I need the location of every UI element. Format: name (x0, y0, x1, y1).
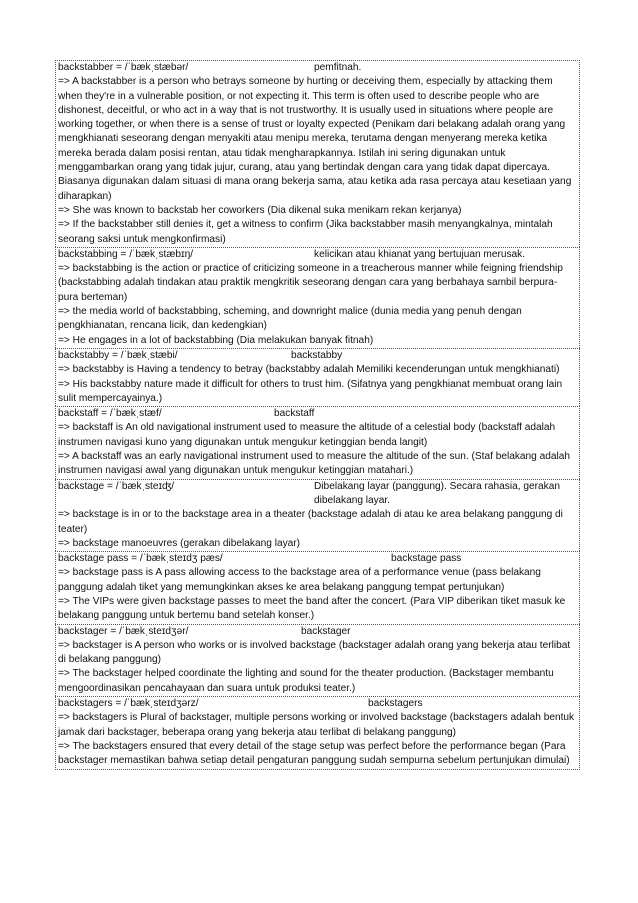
example-line: => backstage pass is A pass allowing access to the backstage area of a performance venue (pass belakang panggung adalah tiket yang memungkinkan akses ke area belakang panggung tempat pertunjukan) (58, 567, 541, 593)
headword-pronunciation: backstabby = /ˈbækˌstæbi/ (58, 349, 178, 361)
headword-pronunciation: backstagers = /ˈbækˌsteɪdʒərz/ (58, 698, 199, 710)
example-line: => backstaff is An old navigational instrument used to measure the altitude of a celestial body (backstaff adalah instrumen navigasi kuno yang digunakan untuk mengukur ketinggian benda langit) (58, 422, 556, 448)
dictionary-entry (55, 624, 580, 696)
headword-pronunciation: backstaff = /ˈbækˌstæf/ (58, 408, 162, 420)
entry-heading (58, 248, 577, 262)
example-line: => The backstager helped coordinate the lighting and sound for the theater production. (Backstager membantu mengoordinasikan pencahayaan dan suara untuk produksi teater.) (58, 668, 554, 694)
dictionary-entry (55, 551, 580, 623)
entry-heading (58, 349, 577, 363)
headword-pronunciation: backstage = /ˈbækˌsteɪʤ/ (58, 480, 175, 492)
example-line: => backstage is in or to the backstage area in a theater (backstage adalah di atau ke area belakang panggung di teater) (58, 509, 563, 535)
example-line: => backstagers is Plural of backstager, multiple persons working or involved backstage (backstagers adalah bentuk jamak dari backstager, beberapa orang yang bekerja atau terlibat di belakang panggung) (58, 712, 575, 738)
headword-pronunciation: backstager = /ˈbækˌsteɪdʒər/ (58, 625, 189, 637)
short-meaning: backstabby (291, 349, 343, 361)
dictionary-entry (55, 479, 580, 551)
example-line: => backstager is A person who works or is involved backstage (backstager adalah orang yang bekerja atau terlibat di belakang panggung) (58, 639, 571, 666)
entry-heading (58, 697, 577, 711)
headword-pronunciation: backstabber = /ˈbækˌstæbər/ (58, 62, 189, 73)
example-line: => backstage manoeuvres (gerakan dibelakang layar) (58, 537, 301, 549)
example-line: => His backstabby nature made it difficult for others to trust him. (Sifatnya yang pengkhianat membuat orang lain sulit mempercayainya.) (58, 378, 563, 404)
dictionary-entry (55, 348, 580, 406)
example-line: => She was known to backstab her coworkers (Dia dikenal suka menikam rekan kerjanya) (58, 204, 462, 216)
dictionary-entry (55, 60, 580, 247)
short-meaning: pemfitnah. (314, 62, 362, 73)
short-meaning: backstaff (274, 408, 315, 420)
entry-heading (58, 625, 577, 639)
entry-heading (58, 61, 577, 75)
example-line: => He engages in a lot of backstabbing (Dia melakukan banyak fitnah) (58, 334, 374, 346)
entry-heading (58, 552, 577, 566)
dictionary-entry (55, 406, 580, 478)
example-line: => the media world of backstabbing, scheming, and downright malice (dunia media yang penuh dengan pengkhianatan, rencana licik, dan kedengkian) (58, 306, 522, 332)
dictionary-sheet (55, 60, 580, 770)
example-line: => The backstagers ensured that every detail of the stage setup was perfect before the performance began (Para backstager memastikan bahwa setiap detail pengaturan panggung sudah sempurna sebelum pertunjukan dimulai) (58, 740, 570, 767)
dictionary-entry (55, 696, 580, 769)
example-line: => The VIPs were given backstage passes to meet the band after the concert. (Para VIP diberikan tiket masuk ke belakang panggung untuk bertemu band setelah konser.) (58, 595, 566, 622)
example-line: => backstabbing is the action or practice of criticizing someone in a treacherous manner while feigning friendship (backstabbing adalah tindakan atau praktik mengkritik seseorang dengan cara yang berbahaya sambil berpura-pura berteman) (58, 263, 563, 303)
example-line: => A backstabber is a person who betrays someone by hurting or deceiving them, especially by attacking them when they're in a vulnerable position, or not expecting it. This term is often used to describe people who are dishonest, deceitful, or who act in a way that is not trustworthy. It is usually used in situations where people are working together, or when there is a sense of trust or loyalty expected (Penikam dari belakang adalah orang yang mengkhianati seseorang dengan menyakiti atau menipu mereka, terutama dengan menyerang mereka ketika mereka berada dalam posisi rentan, atau tidak mengharapkannya. Istilah ini sering digunakan untuk menggambarkan orang yang tidak jujur, curang, atau yang bertindak dengan cara yang tidak dapat dipercaya. Biasanya digunakan dalam situasi di mana orang bekerja sama, atau ketika ada rasa percaya atau kesetiaan yang diharapkan) (58, 76, 572, 202)
dictionary-entry (55, 247, 580, 348)
short-meaning: backstage pass (391, 553, 462, 565)
entry-heading (58, 480, 577, 509)
example-line: => If the backstabber still denies it, get a witness to confirm (Jika backstabber masih menyangkalnya, mintalah seorang saksi untuk mengkonfirmasi) (58, 219, 553, 245)
short-meaning: backstagers (368, 698, 423, 710)
short-meaning: Dibelakang layar (panggung). Secara rahasia, gerakan dibelakang layar. (314, 480, 560, 506)
headword-pronunciation: backstage pass = /ˈbækˌsteɪdʒ pæs/ (58, 553, 223, 565)
example-line: => backstabby is Having a tendency to betray (backstabby adalah Memiliki kecenderungan untuk mengkhianati) (58, 364, 560, 376)
headword-pronunciation: backstabbing = /ˈbækˌstæbɪŋ/ (58, 248, 194, 260)
example-line: => A backstaff was an early navigational instrument used to measure the altitude of the sun. (Staf belakang adalah instrumen navigasi awal yang digunakan untuk mengukur ketinggian matahari.) (58, 451, 571, 477)
short-meaning: kelicikan atau khianat yang bertujuan merusak. (314, 248, 526, 260)
entry-heading (58, 407, 577, 421)
short-meaning: backstager (301, 625, 351, 637)
